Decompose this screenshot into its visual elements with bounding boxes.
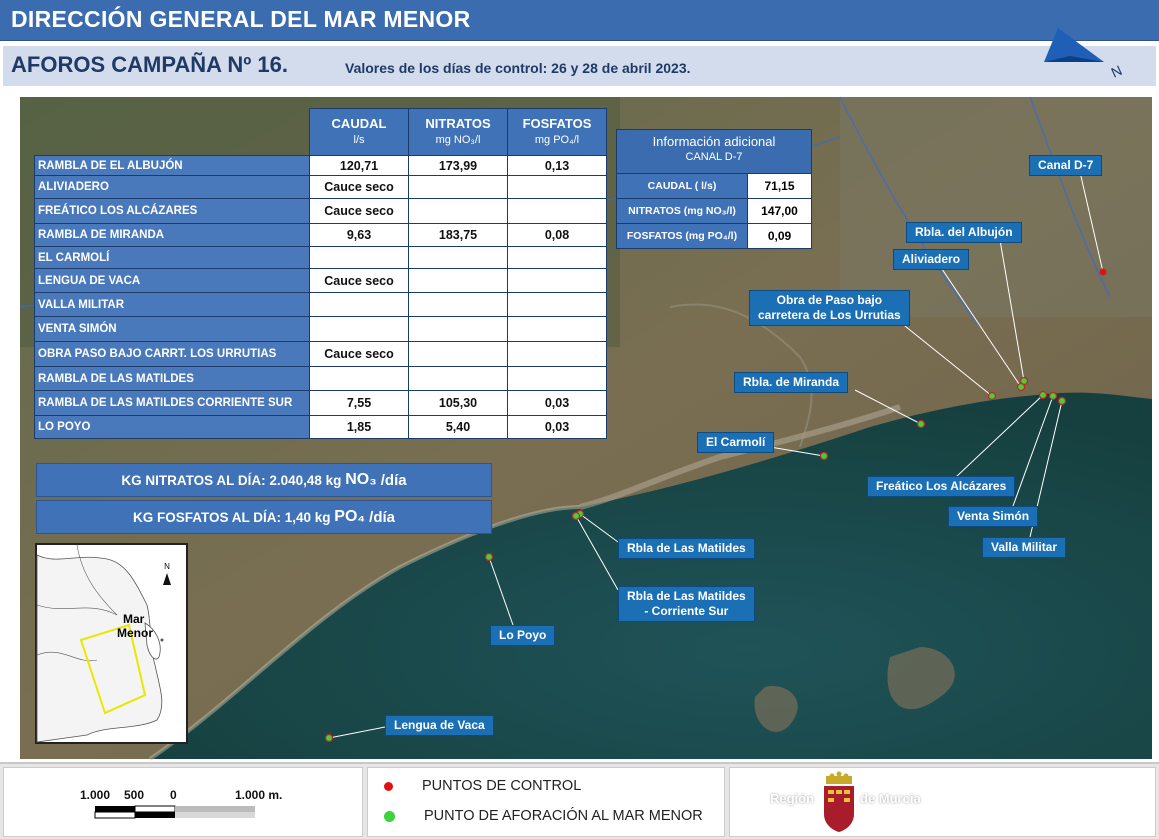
- campaign-title: AFOROS CAMPAÑA Nº 16.: [11, 52, 288, 77]
- label-urrutias: Obra de Paso bajo carretera de Los Urrutias: [749, 290, 910, 326]
- legend-control: PUNTOS DE CONTROL: [372, 778, 712, 794]
- inset-label-mar: Mar: [123, 612, 145, 626]
- cell-name: RAMBLA DE LAS MATILDES CORRIENTE SUR: [35, 391, 310, 416]
- label-albujon: Rbla. del Albujón: [906, 222, 1022, 243]
- leader-lines: [329, 172, 1103, 738]
- scale-tick-500: 500: [124, 788, 145, 802]
- cell-nitratos: 105,30: [409, 391, 508, 416]
- cell-name: LO POYO: [35, 416, 310, 439]
- cell-caudal: 1,85: [310, 416, 409, 439]
- info-row: FOSFATOS (mg PO₄/l) 0,09: [617, 223, 811, 248]
- nitrates-total: KG NITRATOS AL DÍA: 2.040,48 kg NO₃ /día: [36, 463, 492, 497]
- north-letter: N: [1108, 61, 1125, 81]
- label-matildes-sur: Rbla de Las Matildes - Corriente Sur: [618, 586, 755, 622]
- cell-name: EL CARMOLÍ: [35, 247, 310, 269]
- legend-aforo: PUNTO DE AFORACIÓN AL MAR MENOR: [372, 808, 712, 824]
- col-caudal: CAUDAL l/s: [310, 109, 409, 156]
- label-carmoli: El Carmolí: [697, 432, 774, 453]
- label-valla-militar: Valla Militar: [982, 537, 1066, 558]
- scale-bar-graphic: [95, 806, 255, 820]
- label-lo-poyo: Lo Poyo: [490, 625, 555, 646]
- aforo-point-icon: [384, 811, 395, 822]
- cell-name: VENTA SIMÓN: [35, 317, 310, 342]
- cell-fosfatos: 0,03: [508, 391, 607, 416]
- cell-fosfatos: 0,03: [508, 416, 607, 439]
- label-aliviadero: Aliviadero: [893, 249, 969, 270]
- header-title: DIRECCIÓN GENERAL DEL MAR MENOR: [11, 6, 471, 32]
- cell-name: RAMBLA DE EL ALBUJÓN: [35, 156, 310, 176]
- control-point-icon: [384, 782, 393, 791]
- label-miranda: Rbla. de Miranda: [734, 372, 848, 393]
- col-nitratos: NITRATOS mg NO₃/l: [409, 109, 508, 156]
- label-canal-d7: Canal D-7: [1029, 155, 1102, 176]
- cell-nitratos: 5,40: [409, 416, 508, 439]
- cell-name: LENGUA DE VACA: [35, 269, 310, 293]
- cell-name: VALLA MILITAR: [35, 293, 310, 317]
- scale-bar-panel: [3, 767, 363, 837]
- logo-text-right: de Murcia: [860, 791, 921, 806]
- cell-name: RAMBLA DE MIRANDA: [35, 224, 310, 247]
- cell-nitratos: 183,75: [409, 224, 508, 247]
- cell-caudal: Cauce seco: [310, 176, 409, 199]
- label-venta-simon: Venta Simón: [948, 506, 1038, 527]
- cell-fosfatos: 0,13: [508, 156, 607, 176]
- cell-caudal: 120,71: [310, 156, 409, 176]
- logo-text-left: Región: [770, 791, 815, 806]
- inset-label-menor: Menor: [117, 626, 153, 640]
- cell-name: RAMBLA DE LAS MATILDES: [35, 367, 310, 391]
- scale-tick-1000-right: 1.000 m.: [235, 788, 283, 802]
- cell-name: OBRA PASO BAJO CARRT. LOS URRUTIAS: [35, 342, 310, 367]
- cell-caudal: 9,63: [310, 224, 409, 247]
- coat-of-arms-icon: [820, 772, 858, 834]
- cell-name: FREÁTICO LOS ALCÁZARES: [35, 199, 310, 224]
- scale-tick-0: 0: [170, 788, 177, 802]
- cell-name: ALIVIADERO: [35, 176, 310, 199]
- control-dates: Valores de los días de control: 26 y 28 de abril 2023.: [345, 60, 691, 76]
- cell-nitratos: 173,99: [409, 156, 508, 176]
- label-lengua-vaca: Lengua de Vaca: [385, 715, 494, 736]
- label-matildes: Rbla de Las Matildes: [618, 538, 755, 559]
- label-freatico: Freático Los Alcázares: [867, 476, 1015, 497]
- info-row: NITRATOS (mg NO₃/l) 147,00: [617, 198, 811, 223]
- cell-caudal: Cauce seco: [310, 199, 409, 224]
- info-header: Información adicional CANAL D-7: [617, 130, 811, 173]
- cell-caudal: Cauce seco: [310, 342, 409, 367]
- inset-north-letter: N: [164, 562, 170, 571]
- cell-fosfatos: 0,08: [508, 224, 607, 247]
- cell-caudal: 7,55: [310, 391, 409, 416]
- phosphates-total: KG FOSFATOS AL DÍA: 1,40 kg PO₄ /día: [36, 500, 492, 534]
- col-fosfatos: FOSFATOS mg PO₄/l: [508, 109, 607, 156]
- cell-caudal: Cauce seco: [310, 269, 409, 293]
- scale-tick-1000-left: 1.000: [80, 788, 111, 802]
- info-row: CAUDAL ( l/s) 71,15: [617, 173, 811, 198]
